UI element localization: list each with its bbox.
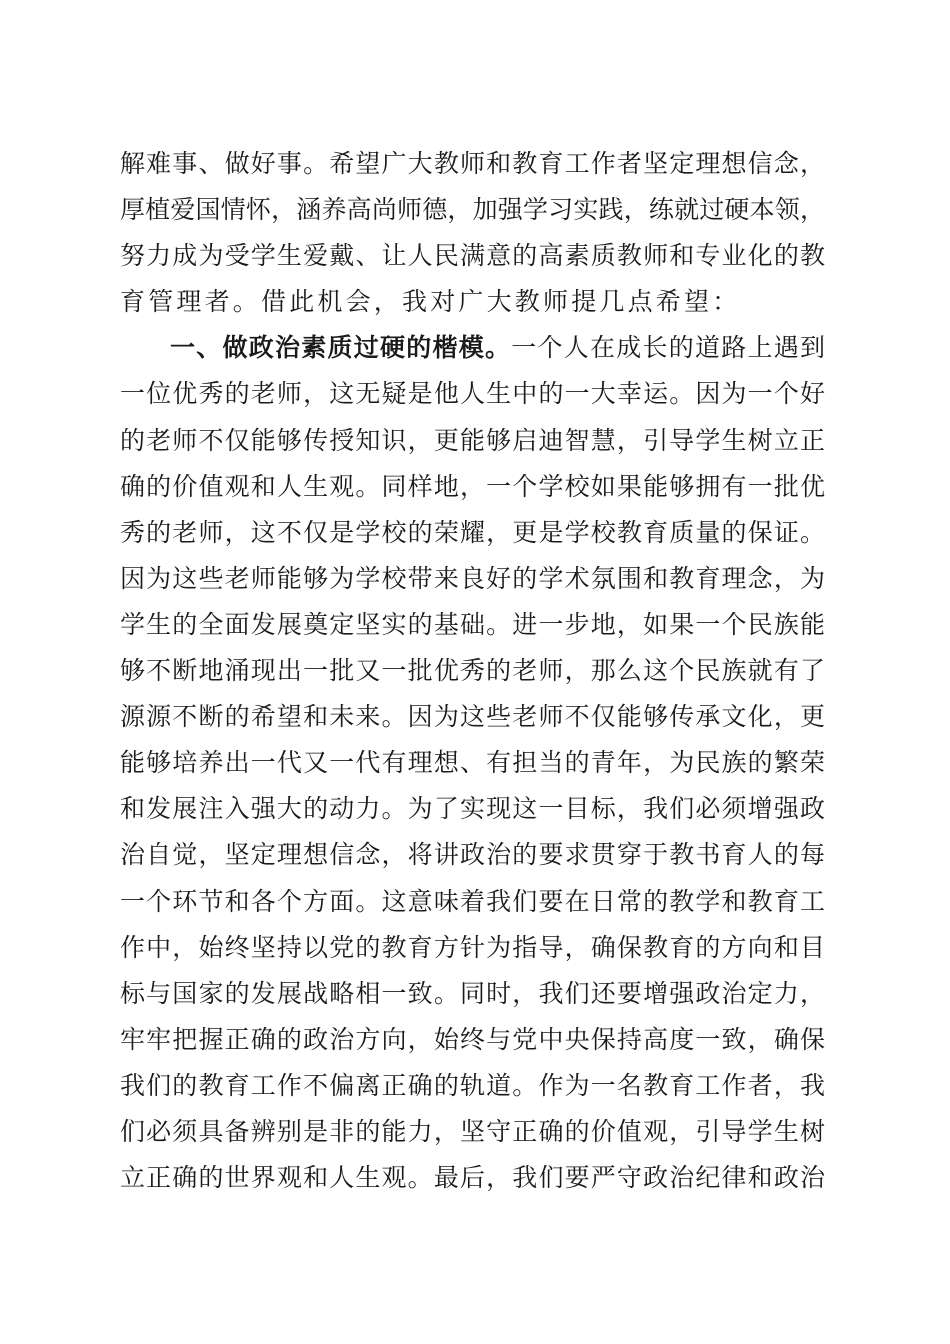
text-line: 的老师不仅能够传授知识，更能够启迪智慧，引导学生树立正 — [120, 425, 825, 455]
text-line: 够不断地涌现出一批又一批优秀的老师，那么这个民族就有了 — [120, 656, 825, 686]
text-line: 一个环节和各个方面。这意味着我们要在日常的教学和教育工 — [120, 886, 825, 916]
text-line: 能够培养出一代又一代有理想、有担当的青年，为民族的繁荣 — [120, 748, 825, 778]
text-line: 牢牢把握正确的政治方向，始终与党中央保持高度一致，确保 — [120, 1024, 825, 1054]
text-line: 和发展注入强大的动力。为了实现这一目标，我们必须增强政 — [120, 794, 825, 824]
section-1-first-line — [120, 325, 825, 371]
text-line: 学生的全面发展奠定坚实的基础。进一步地，如果一个民族能 — [120, 609, 825, 639]
text-line: 努力成为受学生爱戴、让人民满意的高素质教师和专业化的教 — [120, 241, 825, 271]
text-line: 标与国家的发展战略相一致。同时，我们还要增强政治定力， — [120, 978, 825, 1008]
text-line: 源源不断的希望和未来。因为这些老师不仅能够传承文化，更 — [120, 702, 825, 732]
section-1-first-line-text: 一个人在成长的道路上遇到 — [511, 333, 825, 363]
text-line: 秀的老师，这不仅是学校的荣耀，更是学校教育质量的保证。 — [120, 517, 825, 547]
text-line: 立正确的世界观和人生观。最后，我们要严守政治纪律和政治 — [120, 1163, 825, 1193]
text-line: 解难事、做好事。希望广大教师和教育工作者坚定理想信念， — [120, 149, 825, 178]
text-line: 确的价值观和人生观。同样地，一个学校如果能够拥有一批优 — [120, 471, 825, 501]
text-line: 育管理者。借此机会，我对广大教师提几点希望： — [120, 287, 741, 317]
text-line: 一位优秀的老师，这无疑是他人生中的一大幸运。因为一个好 — [120, 379, 825, 409]
body-text — [120, 141, 825, 1201]
section-1-heading: 一、做政治素质过硬的楷模。 — [170, 333, 512, 363]
text-line: 作中，始终坚持以党的教育方针为指导，确保教育的方向和目 — [120, 932, 825, 962]
text-line: 厚植爱国情怀，涵养高尚师德，加强学习实践，练就过硬本领， — [120, 195, 825, 225]
text-line: 治自觉，坚定理想信念，将讲政治的要求贯穿于教书育人的每 — [120, 840, 825, 870]
text-line: 们必须具备辨别是非的能力，坚守正确的价值观，引导学生树 — [120, 1116, 825, 1146]
text-line: 因为这些老师能够为学校带来良好的学术氛围和教育理念，为 — [120, 563, 825, 593]
text-line: 我们的教育工作不偏离正确的轨道。作为一名教育工作者，我 — [120, 1070, 825, 1100]
